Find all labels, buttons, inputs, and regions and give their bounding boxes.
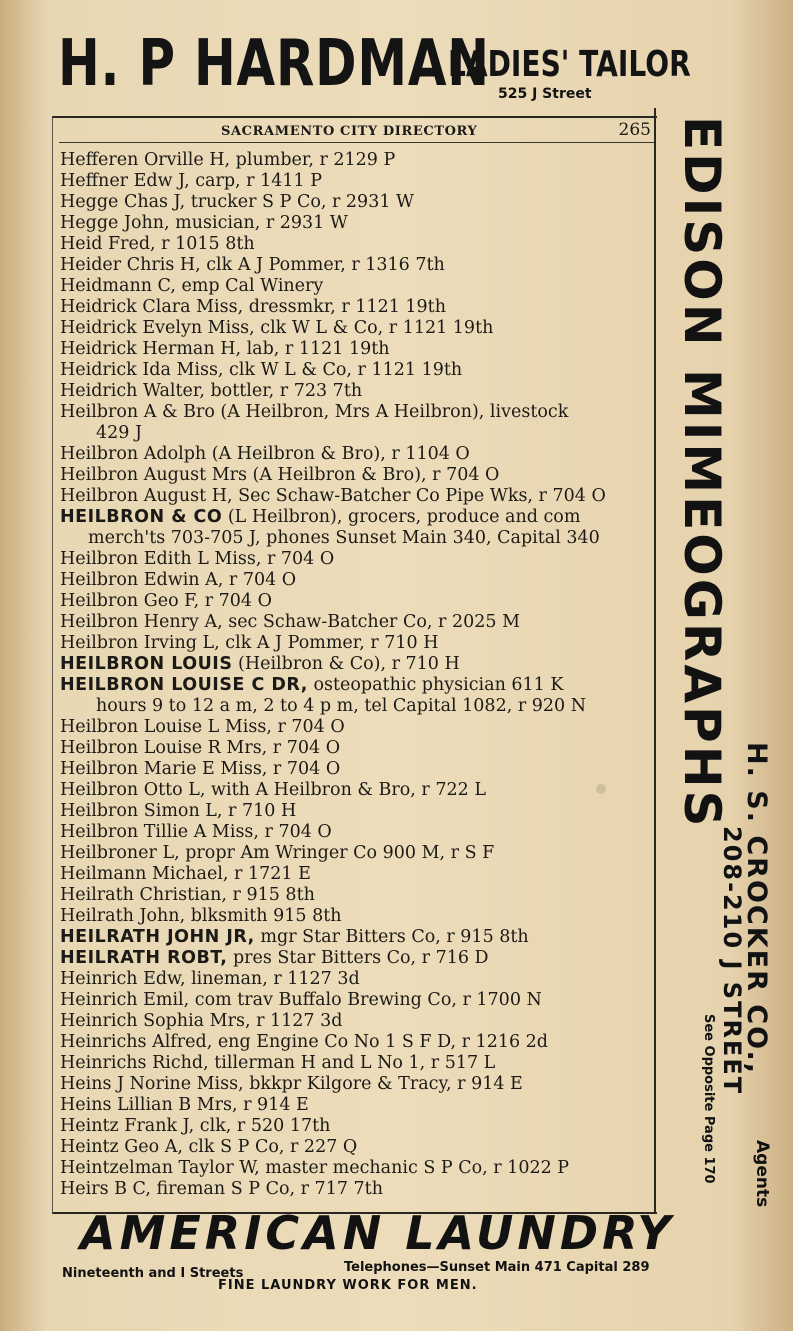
advertiser-name: H. P HARDMAN <box>58 27 490 101</box>
list-item: Hegge John, musician, r 2931 W <box>60 213 348 233</box>
featured-name: HEILRATH JOHN JR, <box>60 927 255 947</box>
list-item: Heins Lillian B Mrs, r 914 E <box>60 1095 309 1115</box>
page-number: 265 <box>618 120 651 140</box>
featured-detail: (L Heilbron), grocers, produce and com <box>227 507 581 527</box>
featured-detail: osteopathic physician 611 K <box>313 675 564 695</box>
featured-name: HEILBRON LOUISE C DR, <box>60 675 308 695</box>
list-item: Heidrich Walter, bottler, r 723 7th <box>60 381 363 401</box>
list-item: Heinrich Emil, com trav Buffalo Brewing Co, r 1700 N <box>60 990 542 1010</box>
featured-name: HEILRATH ROBT, <box>60 948 228 968</box>
list-item-featured <box>60 654 460 675</box>
list-item: Hegge Chas J, trucker S P Co, r 2931 W <box>60 192 415 212</box>
list-item: Heilbron Geo F, r 704 O <box>60 591 272 611</box>
edison-mimeographs-text: EDISON MIMEOGRAPHS <box>673 116 731 830</box>
list-item: Heilbron Henry A, sec Schaw-Batcher Co, r 2025 M <box>60 612 520 632</box>
crocker-company: H. S. CROCKER CO., <box>741 742 772 1075</box>
advertiser-tagline: LADIES' TAILOR <box>448 44 691 85</box>
crocker-note: See Opposite Page 170 <box>701 1014 716 1184</box>
laundry-slogan: FINE LAUNDRY WORK FOR MEN. <box>218 1278 478 1293</box>
featured-detail: mgr Star Bitters Co, r 915 8th <box>260 927 529 947</box>
list-item: Heilbron Adolph (A Heilbron & Bro), r 1104 O <box>60 444 470 464</box>
list-item: Heilbron Simon L, r 710 H <box>60 801 297 821</box>
list-item: Heidrick Clara Miss, dressmkr, r 1121 19th <box>60 297 446 317</box>
list-item: Heinrichs Alfred, eng Engine Co No 1 S F D, r 1216 2d <box>60 1032 549 1052</box>
list-item: Heilbroner L, propr Am Wringer Co 900 M, r S F <box>60 843 495 863</box>
list-item: Heilbron August H, Sec Schaw-Batcher Co Pipe Wks, r 704 O <box>60 486 606 506</box>
list-item: Heintz Frank J, clk, r 520 17th <box>60 1116 331 1136</box>
featured-name: HEILBRON LOUIS <box>60 654 233 674</box>
list-item: Heins J Norine Miss, bkkpr Kilgore & Tracy, r 914 E <box>60 1074 523 1094</box>
list-item: Heinrich Edw, lineman, r 1127 3d <box>60 969 360 989</box>
list-item: Heidrick Evelyn Miss, clk W L & Co, r 1121 19th <box>60 318 494 338</box>
laundry-location: Nineteenth and I Streets <box>62 1266 244 1281</box>
crocker-agents: Agents <box>752 1140 772 1208</box>
list-item: Heider Chris H, clk A J Pommer, r 1316 7th <box>60 255 445 275</box>
list-item: Heilrath Christian, r 915 8th <box>60 885 315 905</box>
list-item: Heilbron Louise L Miss, r 704 O <box>60 717 345 737</box>
directory-title: SACRAMENTO CITY DIRECTORY <box>221 124 478 139</box>
list-item: Heidmann C, emp Cal Winery <box>60 276 324 296</box>
list-item-featured <box>60 927 529 948</box>
list-item-featured <box>60 675 563 696</box>
list-item: Heilmann Michael, r 1721 E <box>60 864 311 884</box>
frame-right-rule <box>654 108 656 1212</box>
list-item: Heilbron Edwin A, r 704 O <box>60 570 297 590</box>
featured-detail: pres Star Bitters Co, r 716 D <box>232 948 489 968</box>
list-item: Heirs B C, fireman S P Co, r 717 7th <box>60 1179 383 1199</box>
list-item: Heinrichs Richd, tillerman H and L No 1, r 517 L <box>60 1053 496 1073</box>
bottom-advertisement <box>60 1206 720 1316</box>
top-advertisement <box>58 22 718 110</box>
list-item: Heidrick Ida Miss, clk W L & Co, r 1121 19th <box>60 360 463 380</box>
side-advertisement-edison <box>664 112 746 830</box>
list-item: Heilbron Tillie A Miss, r 704 O <box>60 822 332 842</box>
list-item: Heintzelman Taylor W, master mechanic S P Co, r 1022 P <box>60 1158 570 1178</box>
laundry-name: AMERICAN LAUNDRY <box>80 1206 675 1260</box>
list-item: Heilrath John, blksmith 915 8th <box>60 906 342 926</box>
list-item: Heffner Edw J, carp, r 1411 P <box>60 171 322 191</box>
page-header <box>53 120 657 142</box>
list-item-continuation: hours 9 to 12 a m, 2 to 4 p m, tel Capital 1082, r 920 N <box>96 696 587 716</box>
list-item: Hefferen Orville H, plumber, r 2129 P <box>60 150 396 170</box>
list-item: Heid Fred, r 1015 8th <box>60 234 255 254</box>
paper-stain <box>596 784 606 794</box>
laundry-phones: Telephones—Sunset Main 471 Capital 289 <box>344 1260 650 1275</box>
list-item: Heilbron Edith L Miss, r 704 O <box>60 549 335 569</box>
list-item: Heilbron August Mrs (A Heilbron & Bro), r 704 O <box>60 465 500 485</box>
list-item-featured <box>60 948 489 969</box>
list-item: Heilbron Marie E Miss, r 704 O <box>60 759 341 779</box>
featured-name: HEILBRON & CO <box>60 507 223 527</box>
list-item: Heilbron A & Bro (A Heilbron, Mrs A Heilbron), livestock <box>60 402 569 422</box>
featured-detail: (Heilbron & Co), r 710 H <box>238 654 460 674</box>
list-item-continuation: merch'ts 703-705 J, phones Sunset Main 340, Capital 340 <box>88 528 600 548</box>
side-advertisement-crocker <box>664 742 774 1212</box>
list-item: Heilbron Irving L, clk A J Pommer, r 710 H <box>60 633 439 653</box>
list-item: Heilbron Otto L, with A Heilbron & Bro, r 722 L <box>60 780 486 800</box>
crocker-address: 208-210 J STREET <box>718 826 746 1096</box>
list-item: Heilbron Louise R Mrs, r 704 O <box>60 738 341 758</box>
advertiser-address: 525 J Street <box>498 86 592 102</box>
list-item-continuation: 429 J <box>96 423 142 443</box>
list-item: Heintz Geo A, clk S P Co, r 227 Q <box>60 1137 358 1157</box>
list-item-featured <box>60 507 580 528</box>
list-item: Heinrich Sophia Mrs, r 1127 3d <box>60 1011 343 1031</box>
header-rule <box>59 142 655 143</box>
list-item: Heidrick Herman H, lab, r 1121 19th <box>60 339 390 359</box>
